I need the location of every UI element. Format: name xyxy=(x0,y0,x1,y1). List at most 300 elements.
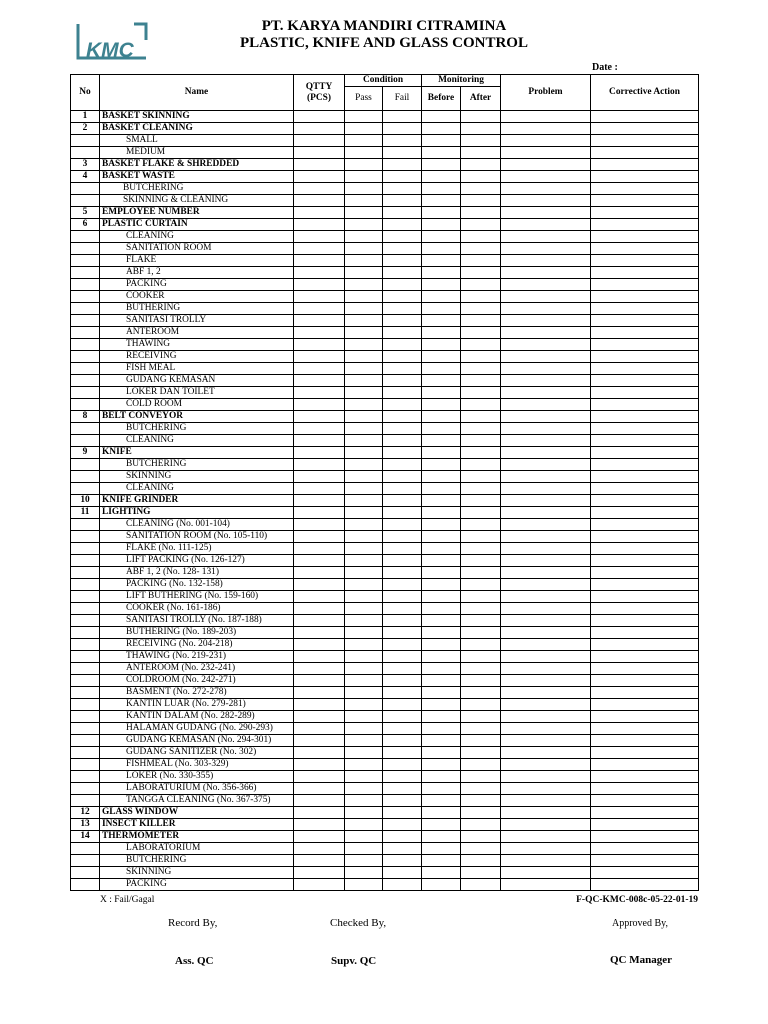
before-cell[interactable] xyxy=(422,627,461,639)
corrective-action-cell[interactable] xyxy=(591,315,699,327)
fail-cell[interactable] xyxy=(383,423,422,435)
problem-cell[interactable] xyxy=(501,195,591,207)
after-cell[interactable] xyxy=(461,195,501,207)
qtty-cell[interactable] xyxy=(294,807,345,819)
corrective-action-cell[interactable] xyxy=(591,435,699,447)
fail-cell[interactable] xyxy=(383,531,422,543)
before-cell[interactable] xyxy=(422,459,461,471)
fail-cell[interactable] xyxy=(383,747,422,759)
corrective-action-cell[interactable] xyxy=(591,207,699,219)
corrective-action-cell[interactable] xyxy=(591,603,699,615)
fail-cell[interactable] xyxy=(383,135,422,147)
corrective-action-cell[interactable] xyxy=(591,375,699,387)
after-cell[interactable] xyxy=(461,351,501,363)
pass-cell[interactable] xyxy=(345,207,383,219)
corrective-action-cell[interactable] xyxy=(591,507,699,519)
pass-cell[interactable] xyxy=(345,699,383,711)
qtty-cell[interactable] xyxy=(294,303,345,315)
after-cell[interactable] xyxy=(461,231,501,243)
corrective-action-cell[interactable] xyxy=(591,111,699,123)
corrective-action-cell[interactable] xyxy=(591,291,699,303)
before-cell[interactable] xyxy=(422,699,461,711)
pass-cell[interactable] xyxy=(345,747,383,759)
fail-cell[interactable] xyxy=(383,627,422,639)
corrective-action-cell[interactable] xyxy=(591,783,699,795)
fail-cell[interactable] xyxy=(383,279,422,291)
fail-cell[interactable] xyxy=(383,447,422,459)
problem-cell[interactable] xyxy=(501,543,591,555)
qtty-cell[interactable] xyxy=(294,579,345,591)
after-cell[interactable] xyxy=(461,567,501,579)
problem-cell[interactable] xyxy=(501,771,591,783)
qtty-cell[interactable] xyxy=(294,315,345,327)
pass-cell[interactable] xyxy=(345,423,383,435)
fail-cell[interactable] xyxy=(383,195,422,207)
after-cell[interactable] xyxy=(461,627,501,639)
before-cell[interactable] xyxy=(422,795,461,807)
problem-cell[interactable] xyxy=(501,711,591,723)
pass-cell[interactable] xyxy=(345,795,383,807)
pass-cell[interactable] xyxy=(345,291,383,303)
qtty-cell[interactable] xyxy=(294,699,345,711)
qtty-cell[interactable] xyxy=(294,423,345,435)
corrective-action-cell[interactable] xyxy=(591,555,699,567)
pass-cell[interactable] xyxy=(345,135,383,147)
qtty-cell[interactable] xyxy=(294,687,345,699)
before-cell[interactable] xyxy=(422,831,461,843)
before-cell[interactable] xyxy=(422,879,461,891)
after-cell[interactable] xyxy=(461,243,501,255)
fail-cell[interactable] xyxy=(383,231,422,243)
pass-cell[interactable] xyxy=(345,735,383,747)
after-cell[interactable] xyxy=(461,675,501,687)
qtty-cell[interactable] xyxy=(294,483,345,495)
qtty-cell[interactable] xyxy=(294,795,345,807)
before-cell[interactable] xyxy=(422,411,461,423)
pass-cell[interactable] xyxy=(345,819,383,831)
problem-cell[interactable] xyxy=(501,291,591,303)
fail-cell[interactable] xyxy=(383,351,422,363)
pass-cell[interactable] xyxy=(345,231,383,243)
pass-cell[interactable] xyxy=(345,567,383,579)
fail-cell[interactable] xyxy=(383,843,422,855)
fail-cell[interactable] xyxy=(383,147,422,159)
qtty-cell[interactable] xyxy=(294,783,345,795)
fail-cell[interactable] xyxy=(383,519,422,531)
qtty-cell[interactable] xyxy=(294,255,345,267)
after-cell[interactable] xyxy=(461,783,501,795)
pass-cell[interactable] xyxy=(345,627,383,639)
corrective-action-cell[interactable] xyxy=(591,219,699,231)
pass-cell[interactable] xyxy=(345,159,383,171)
before-cell[interactable] xyxy=(422,255,461,267)
problem-cell[interactable] xyxy=(501,135,591,147)
before-cell[interactable] xyxy=(422,531,461,543)
after-cell[interactable] xyxy=(461,555,501,567)
pass-cell[interactable] xyxy=(345,531,383,543)
corrective-action-cell[interactable] xyxy=(591,399,699,411)
fail-cell[interactable] xyxy=(383,819,422,831)
fail-cell[interactable] xyxy=(383,783,422,795)
problem-cell[interactable] xyxy=(501,231,591,243)
problem-cell[interactable] xyxy=(501,375,591,387)
problem-cell[interactable] xyxy=(501,183,591,195)
fail-cell[interactable] xyxy=(383,243,422,255)
after-cell[interactable] xyxy=(461,471,501,483)
after-cell[interactable] xyxy=(461,603,501,615)
before-cell[interactable] xyxy=(422,483,461,495)
pass-cell[interactable] xyxy=(345,543,383,555)
after-cell[interactable] xyxy=(461,507,501,519)
qtty-cell[interactable] xyxy=(294,747,345,759)
after-cell[interactable] xyxy=(461,843,501,855)
problem-cell[interactable] xyxy=(501,243,591,255)
after-cell[interactable] xyxy=(461,447,501,459)
after-cell[interactable] xyxy=(461,519,501,531)
problem-cell[interactable] xyxy=(501,111,591,123)
qtty-cell[interactable] xyxy=(294,555,345,567)
pass-cell[interactable] xyxy=(345,315,383,327)
fail-cell[interactable] xyxy=(383,603,422,615)
qtty-cell[interactable] xyxy=(294,123,345,135)
corrective-action-cell[interactable] xyxy=(591,327,699,339)
before-cell[interactable] xyxy=(422,723,461,735)
before-cell[interactable] xyxy=(422,663,461,675)
after-cell[interactable] xyxy=(461,399,501,411)
before-cell[interactable] xyxy=(422,183,461,195)
before-cell[interactable] xyxy=(422,579,461,591)
problem-cell[interactable] xyxy=(501,447,591,459)
corrective-action-cell[interactable] xyxy=(591,771,699,783)
fail-cell[interactable] xyxy=(383,495,422,507)
corrective-action-cell[interactable] xyxy=(591,447,699,459)
before-cell[interactable] xyxy=(422,279,461,291)
fail-cell[interactable] xyxy=(383,579,422,591)
qtty-cell[interactable] xyxy=(294,531,345,543)
corrective-action-cell[interactable] xyxy=(591,627,699,639)
qtty-cell[interactable] xyxy=(294,159,345,171)
pass-cell[interactable] xyxy=(345,447,383,459)
problem-cell[interactable] xyxy=(501,723,591,735)
qtty-cell[interactable] xyxy=(294,447,345,459)
problem-cell[interactable] xyxy=(501,699,591,711)
problem-cell[interactable] xyxy=(501,759,591,771)
qtty-cell[interactable] xyxy=(294,735,345,747)
after-cell[interactable] xyxy=(461,591,501,603)
after-cell[interactable] xyxy=(461,387,501,399)
problem-cell[interactable] xyxy=(501,591,591,603)
before-cell[interactable] xyxy=(422,363,461,375)
after-cell[interactable] xyxy=(461,711,501,723)
pass-cell[interactable] xyxy=(345,579,383,591)
before-cell[interactable] xyxy=(422,567,461,579)
corrective-action-cell[interactable] xyxy=(591,567,699,579)
pass-cell[interactable] xyxy=(345,327,383,339)
problem-cell[interactable] xyxy=(501,531,591,543)
corrective-action-cell[interactable] xyxy=(591,747,699,759)
fail-cell[interactable] xyxy=(383,459,422,471)
after-cell[interactable] xyxy=(461,267,501,279)
problem-cell[interactable] xyxy=(501,639,591,651)
fail-cell[interactable] xyxy=(383,867,422,879)
after-cell[interactable] xyxy=(461,207,501,219)
pass-cell[interactable] xyxy=(345,759,383,771)
pass-cell[interactable] xyxy=(345,219,383,231)
before-cell[interactable] xyxy=(422,867,461,879)
qtty-cell[interactable] xyxy=(294,195,345,207)
before-cell[interactable] xyxy=(422,771,461,783)
corrective-action-cell[interactable] xyxy=(591,855,699,867)
fail-cell[interactable] xyxy=(383,183,422,195)
qtty-cell[interactable] xyxy=(294,339,345,351)
problem-cell[interactable] xyxy=(501,663,591,675)
after-cell[interactable] xyxy=(461,855,501,867)
fail-cell[interactable] xyxy=(383,303,422,315)
corrective-action-cell[interactable] xyxy=(591,807,699,819)
pass-cell[interactable] xyxy=(345,111,383,123)
fail-cell[interactable] xyxy=(383,639,422,651)
fail-cell[interactable] xyxy=(383,387,422,399)
pass-cell[interactable] xyxy=(345,603,383,615)
pass-cell[interactable] xyxy=(345,399,383,411)
problem-cell[interactable] xyxy=(501,171,591,183)
fail-cell[interactable] xyxy=(383,711,422,723)
pass-cell[interactable] xyxy=(345,783,383,795)
qtty-cell[interactable] xyxy=(294,471,345,483)
pass-cell[interactable] xyxy=(345,351,383,363)
after-cell[interactable] xyxy=(461,327,501,339)
after-cell[interactable] xyxy=(461,135,501,147)
fail-cell[interactable] xyxy=(383,555,422,567)
problem-cell[interactable] xyxy=(501,123,591,135)
corrective-action-cell[interactable] xyxy=(591,519,699,531)
corrective-action-cell[interactable] xyxy=(591,711,699,723)
pass-cell[interactable] xyxy=(345,339,383,351)
before-cell[interactable] xyxy=(422,615,461,627)
fail-cell[interactable] xyxy=(383,675,422,687)
fail-cell[interactable] xyxy=(383,735,422,747)
before-cell[interactable] xyxy=(422,231,461,243)
qtty-cell[interactable] xyxy=(294,543,345,555)
corrective-action-cell[interactable] xyxy=(591,303,699,315)
corrective-action-cell[interactable] xyxy=(591,339,699,351)
after-cell[interactable] xyxy=(461,147,501,159)
fail-cell[interactable] xyxy=(383,471,422,483)
pass-cell[interactable] xyxy=(345,471,383,483)
before-cell[interactable] xyxy=(422,747,461,759)
qtty-cell[interactable] xyxy=(294,615,345,627)
corrective-action-cell[interactable] xyxy=(591,759,699,771)
before-cell[interactable] xyxy=(422,135,461,147)
problem-cell[interactable] xyxy=(501,423,591,435)
after-cell[interactable] xyxy=(461,303,501,315)
fail-cell[interactable] xyxy=(383,759,422,771)
after-cell[interactable] xyxy=(461,255,501,267)
problem-cell[interactable] xyxy=(501,627,591,639)
fail-cell[interactable] xyxy=(383,123,422,135)
corrective-action-cell[interactable] xyxy=(591,879,699,891)
corrective-action-cell[interactable] xyxy=(591,831,699,843)
after-cell[interactable] xyxy=(461,615,501,627)
fail-cell[interactable] xyxy=(383,111,422,123)
before-cell[interactable] xyxy=(422,639,461,651)
pass-cell[interactable] xyxy=(345,651,383,663)
before-cell[interactable] xyxy=(422,171,461,183)
pass-cell[interactable] xyxy=(345,279,383,291)
before-cell[interactable] xyxy=(422,807,461,819)
after-cell[interactable] xyxy=(461,423,501,435)
fail-cell[interactable] xyxy=(383,435,422,447)
after-cell[interactable] xyxy=(461,831,501,843)
fail-cell[interactable] xyxy=(383,255,422,267)
corrective-action-cell[interactable] xyxy=(591,651,699,663)
problem-cell[interactable] xyxy=(501,255,591,267)
after-cell[interactable] xyxy=(461,531,501,543)
qtty-cell[interactable] xyxy=(294,867,345,879)
problem-cell[interactable] xyxy=(501,651,591,663)
qtty-cell[interactable] xyxy=(294,507,345,519)
fail-cell[interactable] xyxy=(383,159,422,171)
after-cell[interactable] xyxy=(461,483,501,495)
qtty-cell[interactable] xyxy=(294,207,345,219)
before-cell[interactable] xyxy=(422,219,461,231)
qtty-cell[interactable] xyxy=(294,639,345,651)
before-cell[interactable] xyxy=(422,591,461,603)
after-cell[interactable] xyxy=(461,543,501,555)
pass-cell[interactable] xyxy=(345,507,383,519)
before-cell[interactable] xyxy=(422,555,461,567)
fail-cell[interactable] xyxy=(383,591,422,603)
qtty-cell[interactable] xyxy=(294,243,345,255)
corrective-action-cell[interactable] xyxy=(591,159,699,171)
fail-cell[interactable] xyxy=(383,171,422,183)
pass-cell[interactable] xyxy=(345,831,383,843)
problem-cell[interactable] xyxy=(501,147,591,159)
corrective-action-cell[interactable] xyxy=(591,411,699,423)
after-cell[interactable] xyxy=(461,435,501,447)
problem-cell[interactable] xyxy=(501,483,591,495)
before-cell[interactable] xyxy=(422,651,461,663)
corrective-action-cell[interactable] xyxy=(591,351,699,363)
fail-cell[interactable] xyxy=(383,615,422,627)
problem-cell[interactable] xyxy=(501,411,591,423)
corrective-action-cell[interactable] xyxy=(591,639,699,651)
qtty-cell[interactable] xyxy=(294,711,345,723)
qtty-cell[interactable] xyxy=(294,351,345,363)
corrective-action-cell[interactable] xyxy=(591,483,699,495)
qtty-cell[interactable] xyxy=(294,651,345,663)
qtty-cell[interactable] xyxy=(294,459,345,471)
fail-cell[interactable] xyxy=(383,771,422,783)
corrective-action-cell[interactable] xyxy=(591,267,699,279)
qtty-cell[interactable] xyxy=(294,567,345,579)
before-cell[interactable] xyxy=(422,315,461,327)
pass-cell[interactable] xyxy=(345,483,383,495)
pass-cell[interactable] xyxy=(345,459,383,471)
corrective-action-cell[interactable] xyxy=(591,675,699,687)
qtty-cell[interactable] xyxy=(294,843,345,855)
before-cell[interactable] xyxy=(422,291,461,303)
pass-cell[interactable] xyxy=(345,195,383,207)
problem-cell[interactable] xyxy=(501,495,591,507)
qtty-cell[interactable] xyxy=(294,831,345,843)
before-cell[interactable] xyxy=(422,351,461,363)
problem-cell[interactable] xyxy=(501,219,591,231)
corrective-action-cell[interactable] xyxy=(591,615,699,627)
corrective-action-cell[interactable] xyxy=(591,123,699,135)
qtty-cell[interactable] xyxy=(294,231,345,243)
problem-cell[interactable] xyxy=(501,339,591,351)
fail-cell[interactable] xyxy=(383,291,422,303)
problem-cell[interactable] xyxy=(501,507,591,519)
corrective-action-cell[interactable] xyxy=(591,591,699,603)
before-cell[interactable] xyxy=(422,123,461,135)
pass-cell[interactable] xyxy=(345,591,383,603)
qtty-cell[interactable] xyxy=(294,603,345,615)
fail-cell[interactable] xyxy=(383,855,422,867)
before-cell[interactable] xyxy=(422,855,461,867)
after-cell[interactable] xyxy=(461,363,501,375)
before-cell[interactable] xyxy=(422,375,461,387)
after-cell[interactable] xyxy=(461,699,501,711)
before-cell[interactable] xyxy=(422,387,461,399)
pass-cell[interactable] xyxy=(345,711,383,723)
corrective-action-cell[interactable] xyxy=(591,135,699,147)
after-cell[interactable] xyxy=(461,579,501,591)
corrective-action-cell[interactable] xyxy=(591,171,699,183)
qtty-cell[interactable] xyxy=(294,723,345,735)
problem-cell[interactable] xyxy=(501,603,591,615)
pass-cell[interactable] xyxy=(345,387,383,399)
before-cell[interactable] xyxy=(422,147,461,159)
qtty-cell[interactable] xyxy=(294,627,345,639)
corrective-action-cell[interactable] xyxy=(591,531,699,543)
after-cell[interactable] xyxy=(461,687,501,699)
before-cell[interactable] xyxy=(422,471,461,483)
fail-cell[interactable] xyxy=(383,663,422,675)
problem-cell[interactable] xyxy=(501,843,591,855)
fail-cell[interactable] xyxy=(383,207,422,219)
pass-cell[interactable] xyxy=(345,855,383,867)
corrective-action-cell[interactable] xyxy=(591,495,699,507)
before-cell[interactable] xyxy=(422,519,461,531)
after-cell[interactable] xyxy=(461,867,501,879)
pass-cell[interactable] xyxy=(345,879,383,891)
after-cell[interactable] xyxy=(461,219,501,231)
fail-cell[interactable] xyxy=(383,543,422,555)
problem-cell[interactable] xyxy=(501,159,591,171)
corrective-action-cell[interactable] xyxy=(591,255,699,267)
qtty-cell[interactable] xyxy=(294,147,345,159)
problem-cell[interactable] xyxy=(501,399,591,411)
before-cell[interactable] xyxy=(422,435,461,447)
before-cell[interactable] xyxy=(422,207,461,219)
fail-cell[interactable] xyxy=(383,795,422,807)
pass-cell[interactable] xyxy=(345,147,383,159)
problem-cell[interactable] xyxy=(501,207,591,219)
before-cell[interactable] xyxy=(422,399,461,411)
problem-cell[interactable] xyxy=(501,567,591,579)
after-cell[interactable] xyxy=(461,747,501,759)
qtty-cell[interactable] xyxy=(294,183,345,195)
pass-cell[interactable] xyxy=(345,723,383,735)
problem-cell[interactable] xyxy=(501,879,591,891)
after-cell[interactable] xyxy=(461,807,501,819)
before-cell[interactable] xyxy=(422,759,461,771)
qtty-cell[interactable] xyxy=(294,411,345,423)
corrective-action-cell[interactable] xyxy=(591,543,699,555)
after-cell[interactable] xyxy=(461,723,501,735)
